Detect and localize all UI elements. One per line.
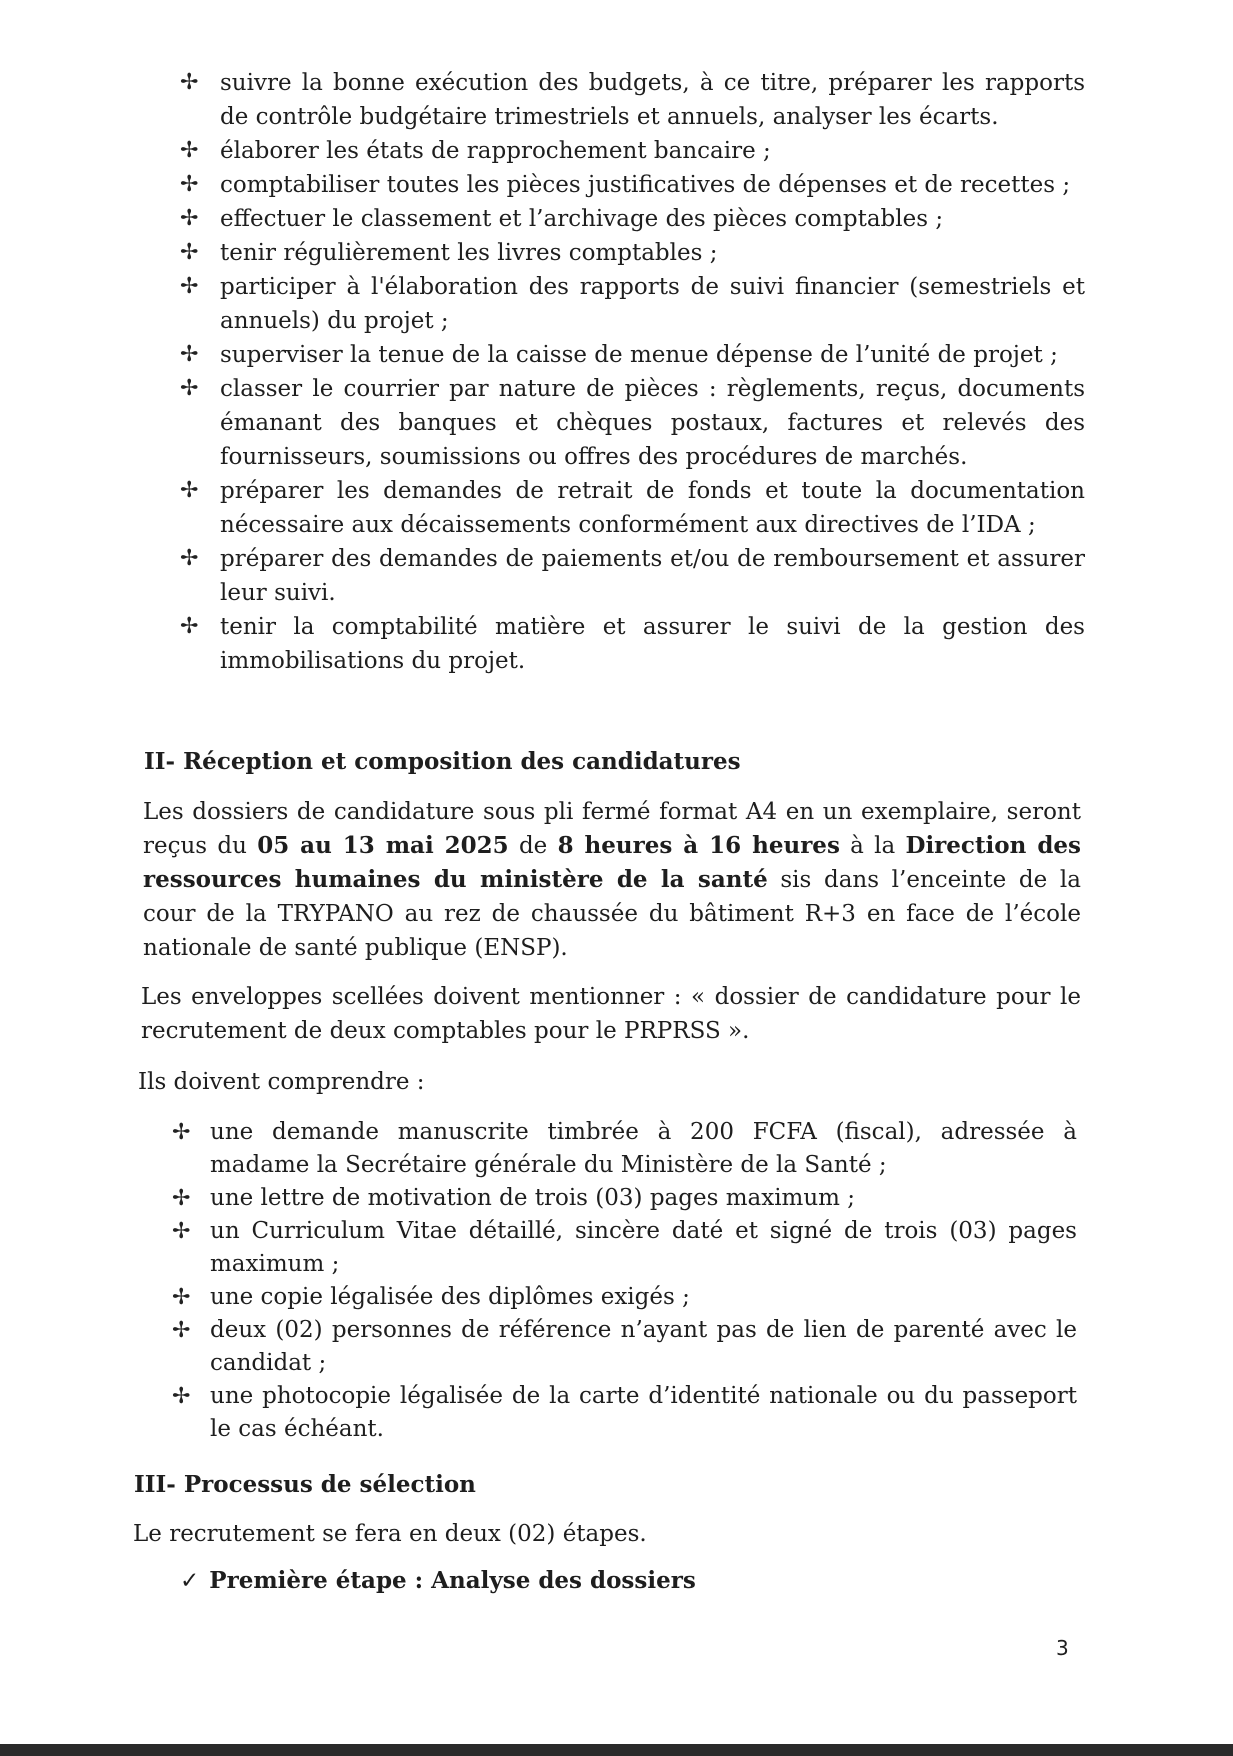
- arrow-plus-icon: ✢: [180, 206, 199, 231]
- list-item: ✢ une lettre de motivation de trois (03) pages maximum ;: [172, 1182, 1077, 1215]
- arrow-plus-icon: ✢: [180, 70, 199, 95]
- list-item: ✢ tenir régulièrement les livres comptables ;: [180, 236, 1085, 270]
- arrow-plus-icon: ✢: [180, 376, 199, 401]
- selection-paragraph: Le recrutement se fera en deux (02) étapes.: [133, 1521, 647, 1547]
- arrow-plus-icon: ✢: [180, 172, 199, 197]
- list-item: ✢ un Curriculum Vitae détaillé, sincère daté et signé de trois (03) pages maximum ;: [172, 1215, 1077, 1281]
- list-item: ✢ tenir la comptabilité matière et assurer le suivi de la gestion des immobilisations du projet.: [180, 610, 1085, 678]
- list-item: ✢ une copie légalisée des diplômes exigés ;: [172, 1281, 1077, 1314]
- list-item: ✢ superviser la tenue de la caisse de menue dépense de l’unité de projet ;: [180, 338, 1085, 372]
- page-number: 3: [1056, 1636, 1069, 1660]
- envelope-paragraph: Les enveloppes scellées doivent mentionner : « dossier de candidature pour le recrutement de deux comptables pour le PRPRSS ».: [141, 984, 1081, 1044]
- arrow-plus-icon: ✢: [180, 138, 199, 163]
- arrow-plus-icon: ✢: [180, 546, 199, 571]
- contents-intro: Ils doivent comprendre :: [138, 1069, 425, 1095]
- arrow-plus-icon: ✢: [180, 274, 199, 299]
- arrow-plus-icon: ✢: [172, 1285, 191, 1310]
- section-2-heading: II- Réception et composition des candidatures: [144, 748, 741, 775]
- arrow-plus-icon: ✢: [172, 1219, 191, 1244]
- arrow-plus-icon: ✢: [172, 1186, 191, 1211]
- arrow-plus-icon: ✢: [172, 1318, 191, 1343]
- list-item: ✢ effectuer le classement et l’archivage des pièces comptables ;: [180, 202, 1085, 236]
- arrow-plus-icon: ✢: [180, 614, 199, 639]
- arrow-plus-icon: ✢: [172, 1120, 191, 1145]
- arrow-plus-icon: ✢: [180, 240, 199, 265]
- list-item: ✢ une demande manuscrite timbrée à 200 FCFA (fiscal), adressée à madame la Secrétaire générale du Ministère de la Santé ;: [172, 1116, 1077, 1182]
- list-item: ✢ préparer les demandes de retrait de fonds et toute la documentation nécessaire aux décaissements conformément aux directives de l’IDA ;: [180, 474, 1085, 542]
- scan-bottom-edge: [0, 1744, 1233, 1756]
- list-item: ✢ participer à l'élaboration des rapports de suivi financier (semestriels et annuels) du projet ;: [180, 270, 1085, 338]
- list-item: ✢ élaborer les états de rapprochement bancaire ;: [180, 134, 1085, 168]
- list-item: ✢ deux (02) personnes de référence n’ayant pas de lien de parenté avec le candidat ;: [172, 1314, 1077, 1380]
- documents-list: [172, 1116, 1077, 1446]
- step-1: ✓ Première étape : Analyse des dossiers: [180, 1567, 696, 1594]
- list-item: ✢ comptabiliser toutes les pièces justificatives de dépenses et de recettes ;: [180, 168, 1085, 202]
- duties-list: [180, 66, 1085, 678]
- list-item: ✢ une photocopie légalisée de la carte d’identité nationale ou du passeport le cas échéant.: [172, 1380, 1077, 1446]
- list-item: ✢ classer le courrier par nature de pièces : règlements, reçus, documents émanant des banques et chèques postaux, factures et relevés des fournisseurs, soumissions ou offres des procédures de marchés.: [180, 372, 1085, 474]
- arrow-plus-icon: ✢: [180, 342, 199, 367]
- arrow-plus-icon: ✢: [180, 478, 199, 503]
- reception-paragraph: Les dossiers de candidature sous pli fermé format A4 en un exemplaire, seront reçus du 05 au 13 mai 2025 de 8 heures à 16 heures à la Direction des ressources humaines du ministère de la santé sis dans l’enceinte de la cour de la TRYPANO au rez de chaussée du bâtiment R+3 en face de l’école nationale de santé publique (ENSP).: [143, 799, 1081, 961]
- section-3-heading: III- Processus de sélection: [134, 1471, 476, 1498]
- list-item: ✢ suivre la bonne exécution des budgets, à ce titre, préparer les rapports de contrôle budgétaire trimestriels et annuels, analyser les écarts.: [180, 66, 1085, 134]
- arrow-plus-icon: ✢: [172, 1384, 191, 1409]
- list-item: ✢ préparer des demandes de paiements et/ou de remboursement et assurer leur suivi.: [180, 542, 1085, 610]
- checkmark-icon: ✓: [180, 1568, 200, 1594]
